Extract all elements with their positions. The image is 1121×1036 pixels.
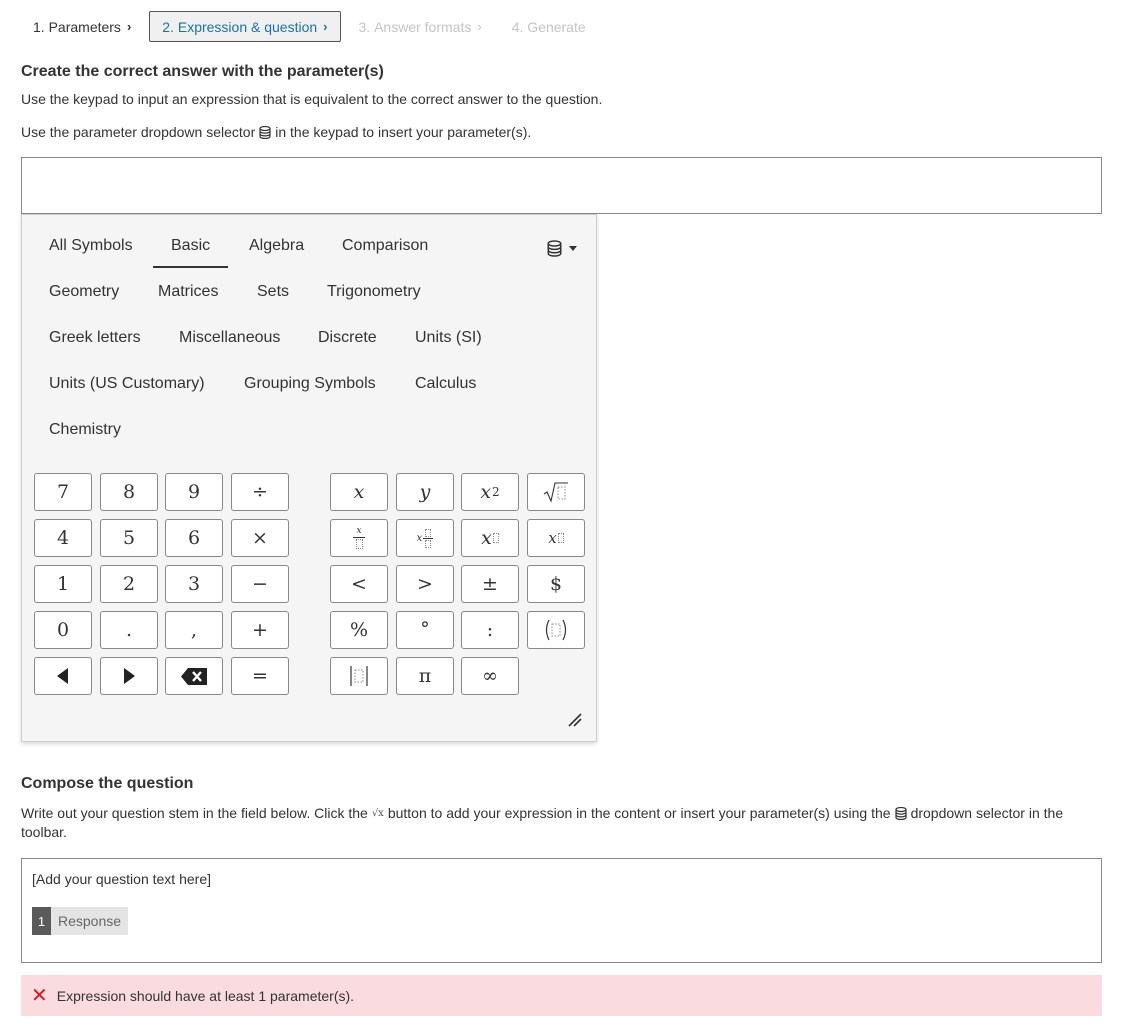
chevron-right-icon: › [477,19,482,34]
key-percent[interactable]: % [330,611,388,649]
tab-algebra[interactable]: Algebra [249,237,305,254]
key-subscript[interactable] [527,519,585,557]
key-multiply[interactable]: × [231,519,289,557]
fraction-template [353,527,365,549]
instruction-text: in the keypad to insert your parameter(s). [275,124,532,140]
key-8[interactable]: 8 [100,473,158,511]
key-greater-than[interactable]: > [396,565,454,603]
step-generate [500,11,598,42]
fraction-numerator: x [356,526,362,536]
key-cursor-right[interactable] [100,657,158,695]
key-comma[interactable]: , [165,611,223,649]
tab-basic[interactable]: Basic [171,237,211,254]
key-x-squared[interactable] [461,473,519,511]
tab-calculus[interactable]: Calculus [415,375,477,392]
tab-units-us-customary[interactable]: Units (US Customary) [49,375,205,392]
step-answer-formats [347,11,494,42]
key-infinity[interactable]: ∞ [461,657,519,695]
key-1[interactable]: 1 [34,565,92,603]
square-root-icon [543,481,569,503]
subscript-base: x [548,529,557,547]
key-decimal[interactable]: . [100,611,158,649]
key-cursor-left[interactable] [34,657,92,695]
key-6[interactable]: 6 [165,519,223,557]
backspace-icon [181,668,207,685]
step-parameters[interactable] [21,11,143,42]
database-icon [895,807,907,820]
step-label: Generate [527,18,586,35]
key-square-root[interactable] [527,473,585,511]
instruction-text: Use the parameter dropdown selector [21,124,256,140]
key-absolute-value[interactable] [330,657,388,695]
chevron-right-icon: › [323,19,328,34]
tab-discrete[interactable]: Discrete [318,329,377,346]
placeholder-box [356,539,363,549]
answer-section-title: Create the correct answer with the parameter(s) [21,63,384,80]
mixed-fraction-part [423,529,433,548]
parameter-dropdown[interactable] [547,240,577,257]
fraction-bar [423,538,433,539]
key-equals[interactable]: = [231,657,289,695]
placeholder-box [493,533,499,543]
mixed-fraction-template [417,529,434,548]
key-power[interactable] [461,519,519,557]
step-number: 1. [33,18,45,35]
error-message: Expression should have at least 1 parameter(s). [56,987,355,1004]
tab-trigonometry[interactable]: Trigonometry [327,283,421,300]
tab-geometry[interactable]: Geometry [49,283,120,300]
mixed-whole: x [416,532,423,544]
response-label: Response [51,907,128,935]
placeholder-box [425,540,431,548]
tab-units-si[interactable]: Units (SI) [415,329,482,346]
key-plus[interactable]: + [231,611,289,649]
instruction-text: dropdown selector in the toolbar. [21,805,1064,840]
square-root-icon: √x [371,808,384,819]
tab-grouping-symbols[interactable]: Grouping Symbols [244,375,376,392]
parentheses-icon [543,619,569,641]
key-backspace[interactable] [165,657,223,695]
key-x[interactable]: x [330,473,388,511]
key-x-squared-exponent: 2 [492,485,500,499]
key-x-squared-base: x [480,481,492,503]
key-7[interactable]: 7 [34,473,92,511]
step-label: Answer formats [374,18,472,35]
key-dollar[interactable]: $ [527,565,585,603]
error-x-icon: ✕ [31,984,48,1007]
database-icon [259,126,271,139]
key-plus-minus[interactable]: ± [461,565,519,603]
math-keypad [21,214,597,742]
response-number: 1 [32,907,51,935]
key-pi[interactable]: π [396,657,454,695]
instruction-text: Write out your question stem in the field below. Click the [21,805,368,821]
step-label: Parameters [48,18,121,35]
response-chip[interactable] [32,907,128,935]
key-divide[interactable]: ÷ [231,473,289,511]
compose-instruction [21,804,1102,842]
tab-all-symbols[interactable]: All Symbols [49,237,133,254]
instruction-text: button to add your expression in the content or insert your parameter(s) using the [387,805,891,821]
caret-down-icon [569,246,577,251]
step-expression-question[interactable] [149,11,340,42]
key-colon[interactable]: : [461,611,519,649]
tab-comparison[interactable]: Comparison [342,237,429,254]
tab-greek-letters[interactable]: Greek letters [49,329,141,346]
key-0[interactable]: 0 [34,611,92,649]
question-editor[interactable] [21,858,1102,963]
key-fraction[interactable] [330,519,388,557]
chevron-right-icon: › [126,19,132,34]
question-text[interactable]: [Add your question text here] [32,871,211,887]
answer-instruction: Use the keypad to input an expression that is equivalent to the correct answer to the question. [21,91,603,107]
tab-matrices[interactable]: Matrices [158,283,219,300]
power-base: x [481,527,492,549]
key-less-than[interactable]: < [330,565,388,603]
step-number: 2. [162,18,174,35]
expression-input[interactable] [21,157,1102,214]
fraction-bar [353,537,365,538]
key-degree[interactable]: ° [396,611,454,649]
key-5[interactable]: 5 [100,519,158,557]
placeholder-box [425,529,431,537]
absolute-value-icon [348,665,370,687]
step-number: 3. [358,18,371,35]
key-9[interactable]: 9 [165,473,223,511]
key-2[interactable]: 2 [100,565,158,603]
parameter-instruction [21,123,531,142]
tab-sets[interactable]: Sets [257,283,290,300]
compose-section-title: Compose the question [21,775,194,792]
key-minus[interactable]: − [231,565,289,603]
step-label: Expression & question [177,18,318,35]
tab-miscellaneous[interactable]: Miscellaneous [179,329,281,346]
wizard-steps [21,11,604,42]
key-y[interactable]: y [396,473,454,511]
step-number: 4. [511,18,524,35]
key-parentheses[interactable] [527,611,585,649]
key-4[interactable]: 4 [34,519,92,557]
arrow-left-icon [57,668,69,684]
arrow-right-icon [123,668,135,684]
key-mixed-fraction[interactable] [396,519,454,557]
tab-chemistry[interactable]: Chemistry [49,421,122,438]
error-banner [21,975,1102,1016]
database-icon [547,240,562,257]
placeholder-box [558,533,564,543]
resize-handle-icon[interactable] [568,713,582,727]
key-3[interactable]: 3 [165,565,223,603]
